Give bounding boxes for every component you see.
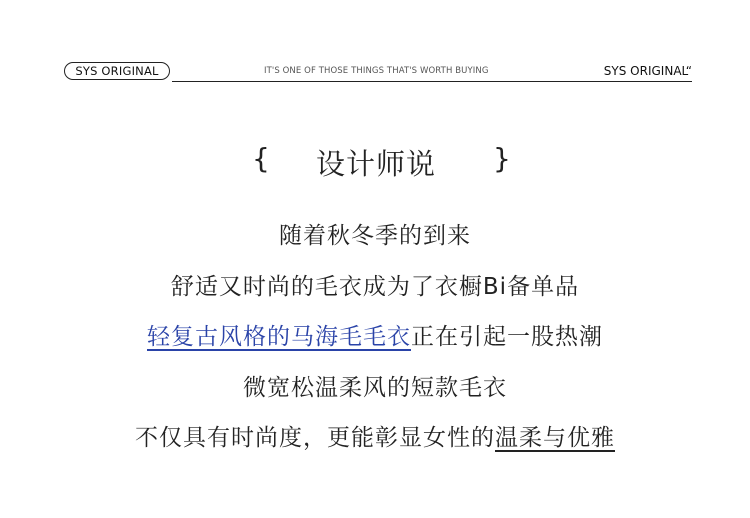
- description-line-3-text: 正在引起一股热潮: [411, 324, 603, 350]
- section-title: [0, 140, 750, 180]
- header-divider: [172, 81, 692, 82]
- header-bar: [64, 62, 692, 82]
- description-line-4-text: 微宽松温柔风的短款毛衣: [243, 374, 507, 401]
- description-line-5: [0, 420, 750, 471]
- page-title: 设计师说: [316, 147, 437, 181]
- description-line-1: [0, 218, 750, 269]
- underlined-phrase: 温柔与优雅: [495, 425, 615, 451]
- description-line-3: [0, 319, 750, 370]
- header-tagline: IT'S ONE OF THOSE THINGS THAT'S WORTH BUYING: [264, 66, 489, 76]
- description-line-4: [0, 370, 750, 421]
- description-line-2-text: 舒适又时尚的毛衣成为了衣橱Bi备单品: [170, 273, 580, 300]
- description-line-1-text: 随着秋冬季的到来: [279, 223, 471, 249]
- designer-description: [0, 218, 750, 471]
- left-brace: {: [252, 142, 270, 175]
- description-line-2: [0, 269, 750, 320]
- description-line-5-text: 不仅具有时尚度，更能彰显女性的: [135, 425, 495, 451]
- highlighted-phrase: 轻复古风格的马海毛毛衣: [147, 324, 411, 350]
- right-brace: }: [493, 142, 511, 175]
- brand-logo-pill: SYS ORIGINAL: [64, 62, 170, 80]
- brand-name-right: SYS ORIGINAL“: [603, 64, 692, 78]
